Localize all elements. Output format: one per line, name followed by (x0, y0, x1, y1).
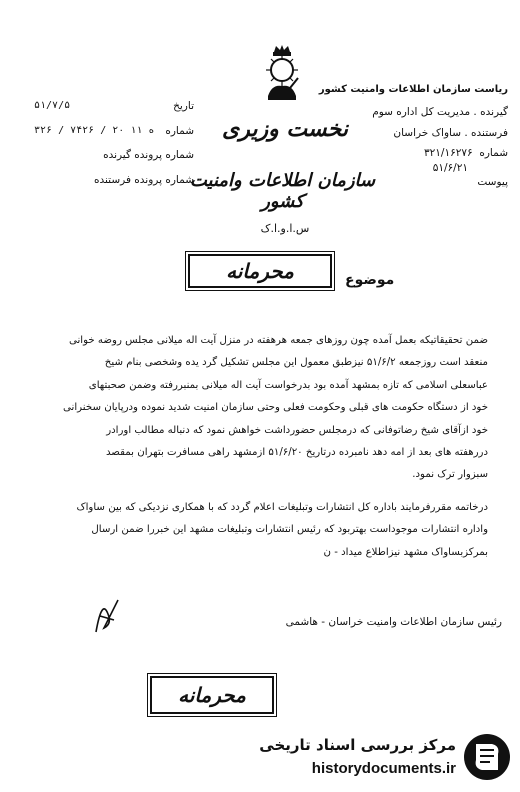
ref-date: ۵۱/۶/۲۱ (432, 161, 468, 174)
confidential-stamp-top: محرمانه (188, 254, 332, 288)
recipient-file-text: شماره پرونده گیرنده (103, 149, 194, 162)
paragraph-1 (18, 330, 488, 487)
sender-file-label (34, 174, 194, 187)
organization-code: س.ا.و.ا.ک (260, 222, 310, 235)
subject-label: موضوع (345, 272, 395, 288)
number-row (34, 125, 194, 138)
date-value: ۵۱/۷/۵ (34, 100, 71, 111)
body-line: عباسعلی اسلامی که تازه بمشهد آمده بود بدرخواست آیت اله میلانی بمنبررفته وضمن صحبتهای (88, 379, 488, 391)
paragraph-2 (18, 497, 488, 564)
body-line: خود از دستگاه حکومت های قبلی وحکومت فعلی وحتی سازمان امنیت شدید نموده ودرپایان سخنرانی (63, 402, 488, 414)
body-line: خود ازآقای شیخ رضاتوفانی که درمجلس حضورداشت خواهش نمود که دنباله مطالب اورادر (106, 424, 488, 436)
letter-body (18, 330, 488, 564)
from-line: فرستنده . ساواک خراسان (393, 126, 508, 139)
lion-and-sun-emblem (260, 44, 304, 104)
body-line: بمرکزبساواک مشهد نیزاطلاع میداد - ن (323, 546, 488, 558)
header-left-block (34, 100, 194, 198)
handwritten-signature (92, 594, 122, 636)
number-label: شماره (165, 124, 194, 137)
body-line: دررهفته های بعد از امه دهد نامبرده درتاریخ ۵۱/۶/۲۰ ازمشهد راهی مسافرت بتهران بمقصد (105, 447, 488, 459)
sender-org: ریاست سازمان اطلاعات وامنیت کشور (318, 84, 508, 95)
attachment-label: پیوست (477, 176, 508, 189)
ref-label: شماره (479, 147, 508, 160)
confidential-stamp-bottom: محرمانه (150, 676, 274, 714)
ref-number: ۳۲۱/۱۶۲۷۶ (424, 147, 473, 160)
recipient-line: گیرنده . مدیریت کل اداره سوم (372, 106, 508, 118)
history-documents-logo-icon (462, 732, 512, 782)
body-line: واداره انتشارات موجوداست بهتربود که رئیس انتشارات وتبلیغات مشهد این خبررا ضمن ارسال (91, 524, 488, 536)
number-value: ۳۲۶ / ۷۴۲۶ / ۲۰ ه ۱۱ (34, 124, 155, 136)
sender-file-text: شماره پرونده فرستنده (94, 173, 194, 186)
date-row (34, 100, 194, 113)
body-line: منعقد است روزجمعه ۵۱/۶/۲ نیزطبق معمول این مجلس تشکیل گرد یده وشخصی بنام شیخ (104, 357, 488, 369)
footer-org-name: مرکز بررسی اسناد تاریخی (259, 736, 456, 754)
footer-watermark (232, 730, 514, 786)
organization-title: سازمان اطلاعات وامنیت کشور (189, 170, 376, 212)
date-label: تاریخ (173, 100, 194, 112)
ministry-title: نخست وزیری (222, 116, 348, 142)
recipient-file-label (34, 149, 194, 162)
body-line: ضمن تحقیقاتیکه بعمل آمده چون روزهای جمعه هرهفته در منزل آیت اله میلانی مجلس روضه خوانی (68, 335, 488, 346)
body-line: سبزوار ترک نمود. (412, 469, 488, 481)
signature-line: رئیس سازمان اطلاعات وامنیت خراسان - هاشمی (285, 616, 502, 628)
body-line: درخاتمه مقررفرمایند باداره کل انتشارات وتبلیغات اعلام گردد که با همکاری نزدیکی که بین ساواک (76, 501, 488, 513)
footer-url: historydocuments.ir (311, 760, 456, 777)
ref-row (348, 147, 508, 160)
